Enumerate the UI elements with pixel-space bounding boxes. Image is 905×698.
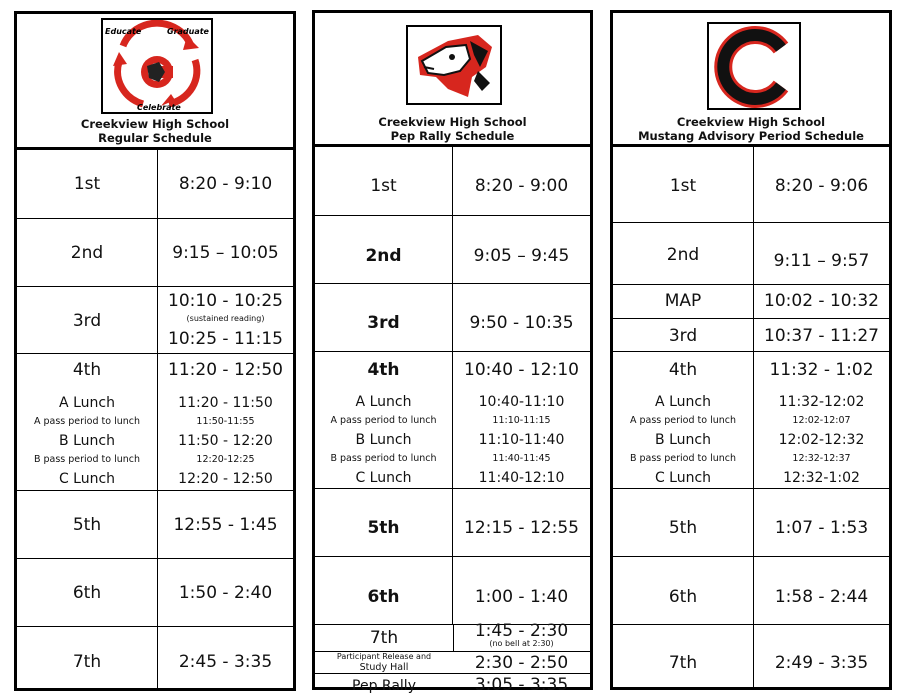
period-label: 2nd xyxy=(70,243,104,263)
logo-word-graduate: Graduate xyxy=(167,27,209,36)
pep-rally-label: Pep Rally xyxy=(352,678,416,694)
period-label: 4th xyxy=(72,360,102,380)
period-time: 10:02 - 10:32 xyxy=(764,291,879,311)
a-lunch-time: 10:40-11:10 xyxy=(478,394,565,410)
b-lunch-time: 11:10-11:40 xyxy=(478,432,565,448)
pep-rally-time: 3:05 - 3:35 xyxy=(474,675,569,695)
b-lunch-label: B Lunch xyxy=(655,432,711,448)
period-time: 1:07 - 1:53 xyxy=(774,518,869,538)
pep-rally-schedule-panel xyxy=(312,10,593,695)
period-time: 11:20 - 12:50 xyxy=(168,360,283,380)
period-label: 5th xyxy=(668,518,698,538)
b-lunch-label: B Lunch xyxy=(355,432,412,448)
b-lunch-label: B Lunch xyxy=(59,433,115,449)
period-time: 1:50 - 2:40 xyxy=(178,583,273,603)
schedule-title: Mustang Advisory Period Schedule xyxy=(638,129,864,143)
period-label: 6th xyxy=(367,587,400,607)
period-label: 3rd xyxy=(668,326,698,346)
c-lunch-time: 11:40-12:10 xyxy=(478,470,565,486)
school-name: Creekview High School xyxy=(80,117,230,131)
a-pass-label: A pass period to lunch xyxy=(330,415,437,426)
period-row-6th xyxy=(613,556,889,624)
a-pass-label: A pass period to lunch xyxy=(629,415,737,426)
period-label: 1st xyxy=(669,176,697,196)
period-time: 8:20 - 9:00 xyxy=(474,176,569,196)
period-time: 9:05 – 9:45 xyxy=(473,246,570,266)
logo-word-celebrate: Celebrate xyxy=(137,103,181,112)
period-label: 1st xyxy=(73,174,101,194)
a-pass-time: 12:02-12:07 xyxy=(792,415,851,426)
b-pass-label: B pass period to lunch xyxy=(33,454,141,465)
period-label: 3rd xyxy=(72,311,102,331)
period-label: 1st xyxy=(370,176,397,196)
period-row-5th xyxy=(315,488,590,556)
regular-schedule-header xyxy=(17,14,293,150)
period-label: 7th xyxy=(668,653,698,673)
period-row-3rd xyxy=(613,318,889,351)
period-time: 8:20 - 9:10 xyxy=(178,174,273,194)
c-lunch-label: C Lunch xyxy=(58,471,116,487)
period-row-4th xyxy=(613,351,889,488)
a-pass-time: 11:10-11:15 xyxy=(492,415,551,426)
c-lunch-time: 12:32-1:02 xyxy=(783,470,860,486)
period-row-7th xyxy=(613,624,889,687)
school-crest-logo xyxy=(101,18,213,114)
period-time: 2:45 - 3:35 xyxy=(178,652,273,672)
b-lunch-time: 12:02-12:32 xyxy=(778,432,865,448)
a-lunch-label: A Lunch xyxy=(355,394,412,410)
a-lunch-time: 11:20 - 11:50 xyxy=(178,395,273,411)
period-row-2nd xyxy=(613,222,889,284)
period-note: (no bell at 2:30) xyxy=(489,639,554,648)
period-row-6th xyxy=(17,558,293,626)
period-time: 8:20 - 9:06 xyxy=(774,176,869,196)
c-lunch-label: C Lunch xyxy=(355,470,412,486)
period-row-3rd xyxy=(17,286,293,353)
period-time: 1:00 - 1:40 xyxy=(474,587,569,607)
period-label: 7th xyxy=(369,628,399,648)
period-row-6th xyxy=(315,556,590,624)
period-row-4th xyxy=(315,351,590,488)
period-time: 9:11 – 9:57 xyxy=(773,251,870,271)
logo-letter: C xyxy=(709,24,710,25)
b-pass-label: B pass period to lunch xyxy=(330,453,437,464)
period-time: 9:50 - 10:35 xyxy=(469,313,574,333)
period-label: 2nd xyxy=(666,245,700,265)
release-label-line1: Participant Release and xyxy=(336,652,432,661)
period-label: MAP xyxy=(664,291,702,311)
period-row-3rd xyxy=(315,283,590,351)
period-row-7th xyxy=(17,626,293,688)
schedule-title: Pep Rally Schedule xyxy=(390,129,515,143)
period-time: 10:40 - 12:10 xyxy=(464,360,579,380)
release-time: 2:30 - 2:50 xyxy=(474,653,569,673)
b-pass-time: 12:32-12:37 xyxy=(792,453,851,464)
period-row-5th xyxy=(17,490,293,558)
a-lunch-label: A Lunch xyxy=(59,395,115,411)
period-time-a: 10:10 - 10:25 xyxy=(168,291,283,311)
period-time: 10:37 - 11:27 xyxy=(764,326,879,346)
school-name: Creekview High School xyxy=(676,115,826,129)
period-time: 12:15 - 12:55 xyxy=(464,518,579,538)
period-time: 9:15 – 10:05 xyxy=(172,243,279,263)
b-pass-time: 12:20-12:25 xyxy=(196,454,255,465)
period-time: 2:49 - 3:35 xyxy=(774,653,869,673)
school-name: Creekview High School xyxy=(378,115,527,129)
period-row-1st xyxy=(17,150,293,218)
mustang-advisory-schedule-panel xyxy=(610,10,892,690)
period-label: 2nd xyxy=(365,246,402,266)
period-label: 6th xyxy=(668,587,698,607)
period-time: 1:58 - 2:44 xyxy=(774,587,869,607)
logo-word-educate: Educate xyxy=(105,27,142,36)
a-pass-time: 11:50-11:55 xyxy=(196,416,255,427)
period-row-1st xyxy=(315,147,590,215)
period-label: 4th xyxy=(668,360,698,380)
c-lunch-label: C Lunch xyxy=(654,470,712,486)
pep-rally-schedule-header xyxy=(315,13,590,147)
period-row-4th xyxy=(17,353,293,490)
mustang-logo xyxy=(406,25,502,105)
period-time-b: 10:25 - 11:15 xyxy=(168,329,283,349)
period-label: 6th xyxy=(72,583,102,603)
b-pass-label: B pass period to lunch xyxy=(629,453,737,464)
pep-rally-schedule-table xyxy=(315,147,590,695)
mustang-advisory-schedule-table xyxy=(613,147,889,687)
b-pass-time: 11:40-11:45 xyxy=(492,453,551,464)
period-row-2nd xyxy=(315,215,590,283)
period-row-7th xyxy=(315,621,590,695)
letter-c-logo xyxy=(707,22,801,110)
period-note: (sustained reading) xyxy=(186,314,265,323)
period-time: 11:32 - 1:02 xyxy=(769,360,874,380)
period-time: 12:55 - 1:45 xyxy=(173,515,278,535)
a-lunch-label: A Lunch xyxy=(655,394,711,410)
release-label-line2: Study Hall xyxy=(359,662,409,673)
period-time: 1:45 - 2:30 xyxy=(474,621,569,641)
a-lunch-time: 11:32-12:02 xyxy=(778,394,865,410)
period-row-2nd xyxy=(17,218,293,286)
period-row-5th xyxy=(613,488,889,556)
period-label: 3rd xyxy=(367,313,400,333)
period-label: 5th xyxy=(367,518,400,538)
regular-schedule-panel xyxy=(14,11,296,691)
schedule-title: Regular Schedule xyxy=(98,131,212,145)
period-label: 5th xyxy=(72,515,102,535)
a-pass-label: A pass period to lunch xyxy=(33,416,141,427)
b-lunch-time: 11:50 - 12:20 xyxy=(178,433,273,449)
period-label: 7th xyxy=(72,652,102,672)
period-row-map xyxy=(613,284,889,318)
c-lunch-time: 12:20 - 12:50 xyxy=(178,471,273,487)
period-row-1st xyxy=(613,147,889,222)
regular-schedule-table xyxy=(17,150,293,688)
mustang-advisory-schedule-header xyxy=(613,13,889,147)
period-label: 4th xyxy=(367,360,400,380)
